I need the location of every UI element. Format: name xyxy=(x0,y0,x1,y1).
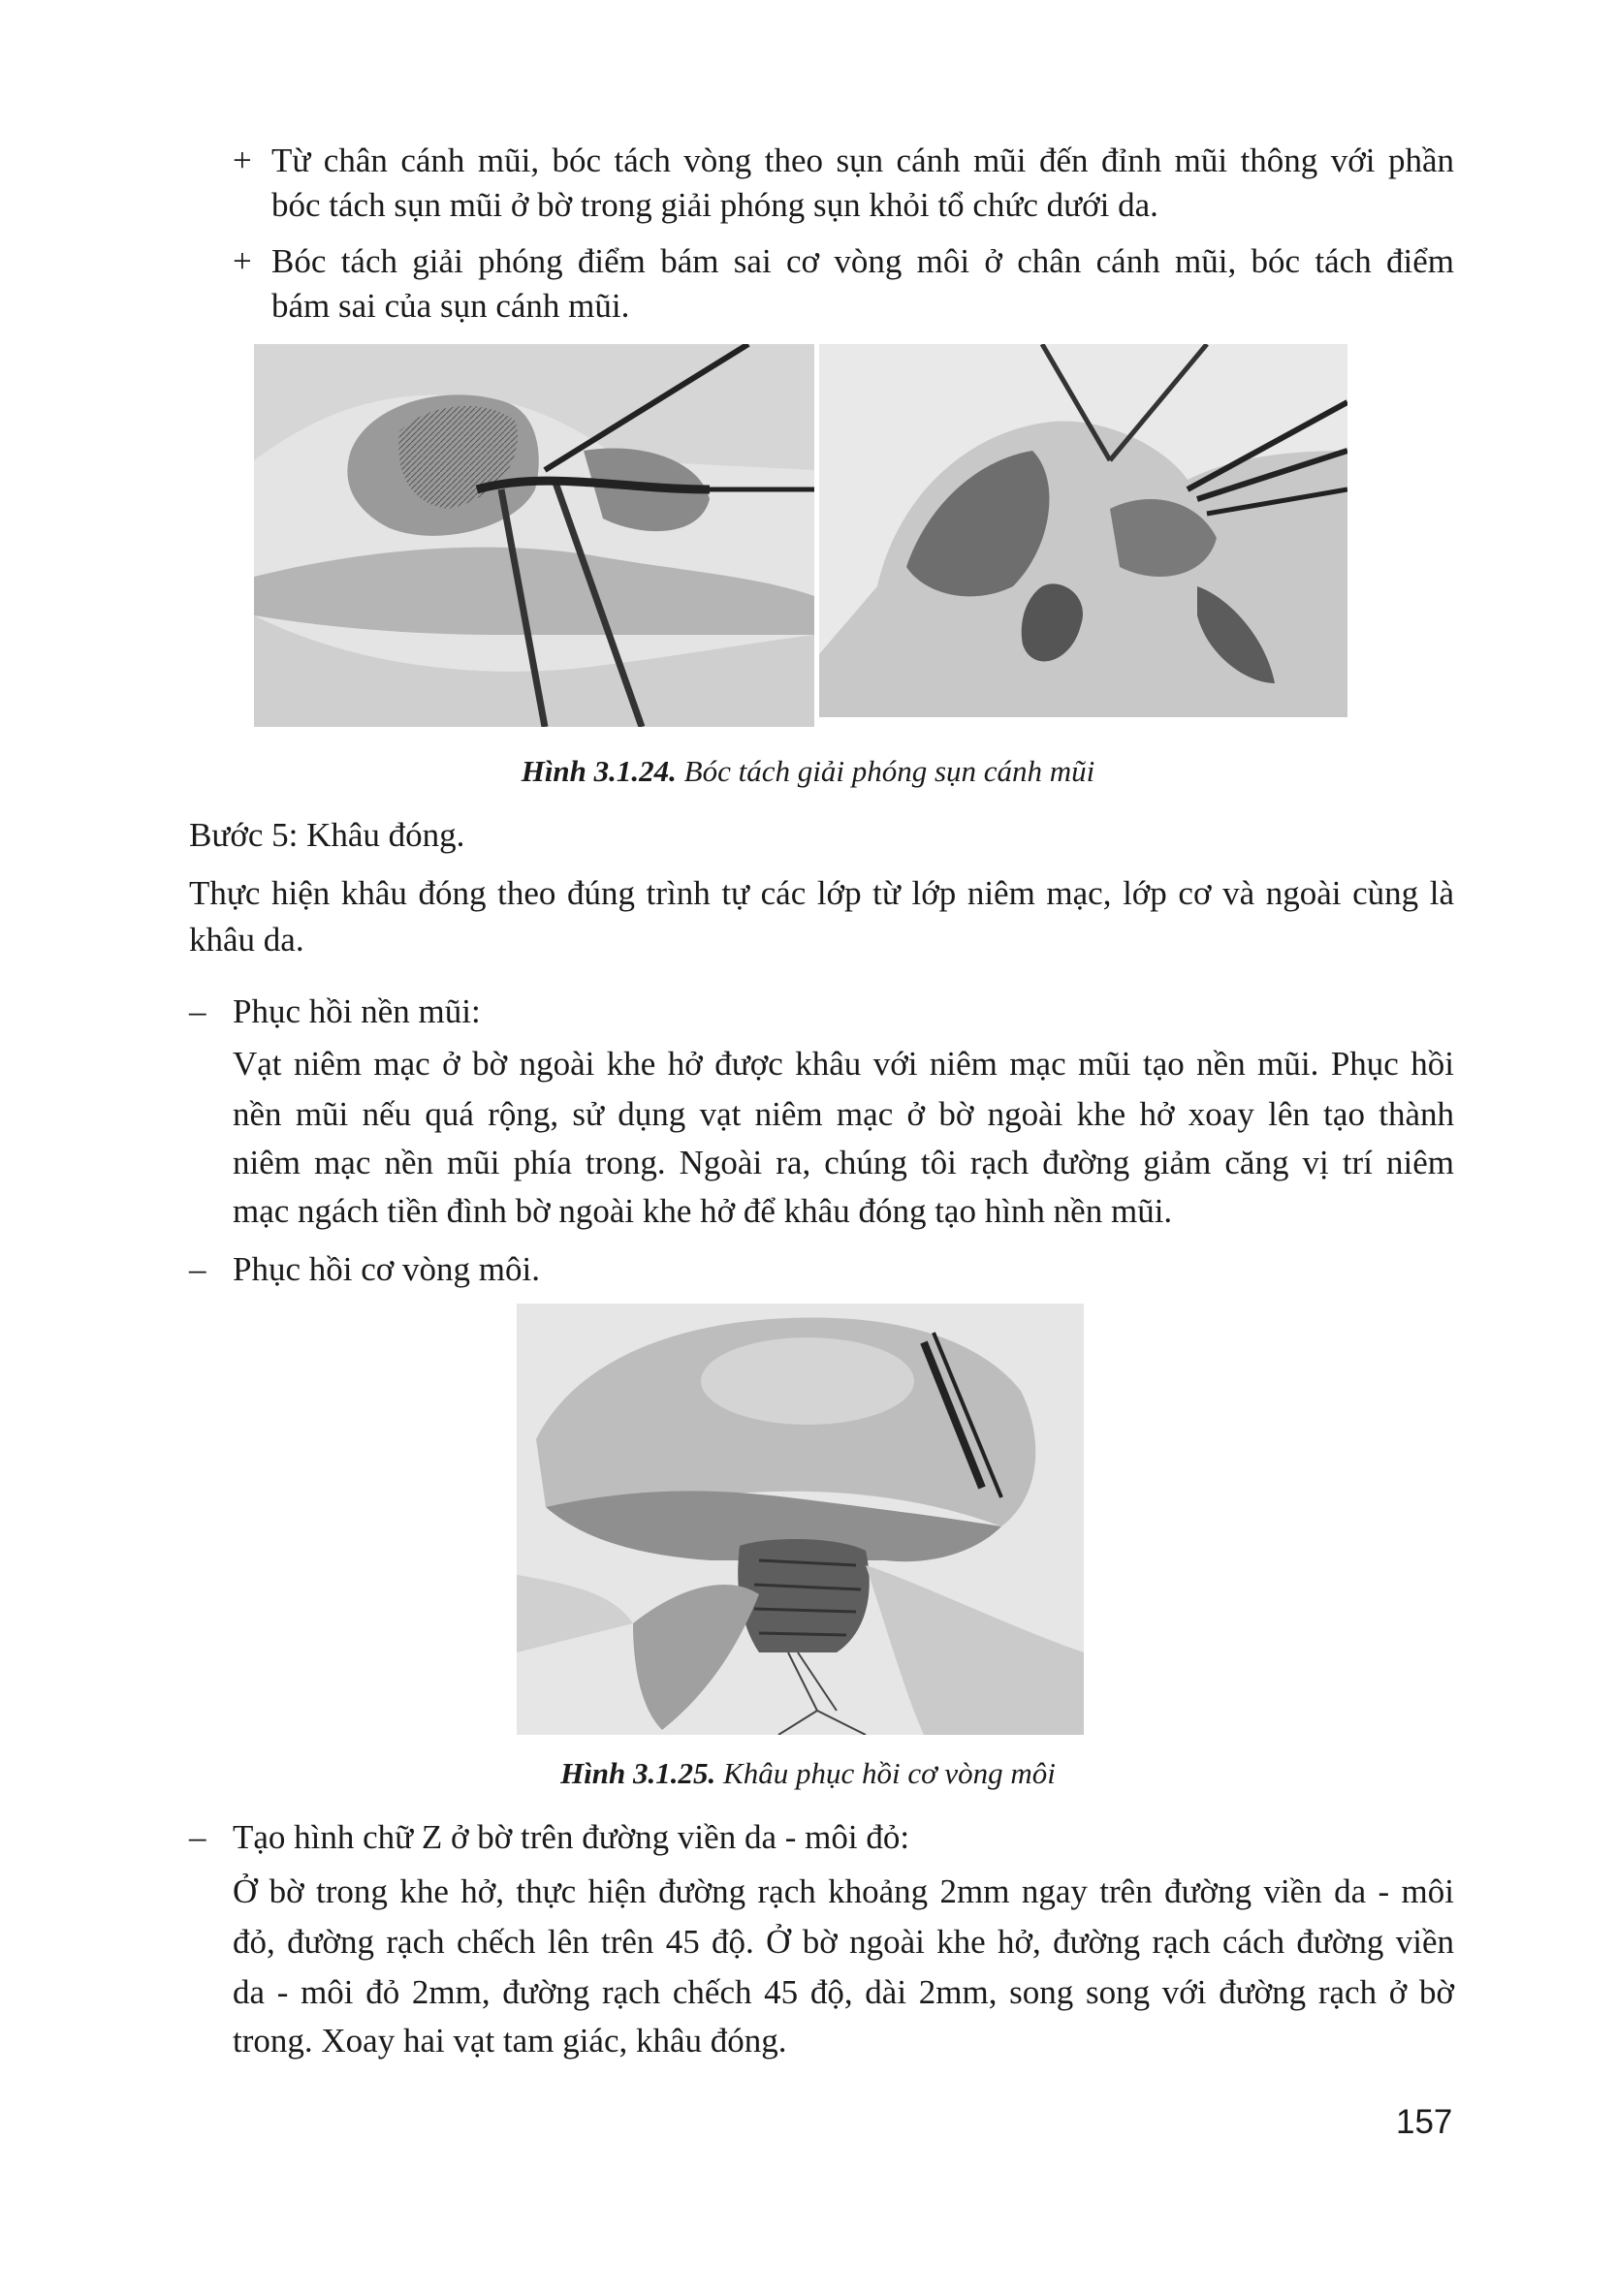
figure-caption-text: Bóc tách giải phóng sụn cánh mũi xyxy=(676,754,1095,788)
figure-caption-number: Hình 3.1.25. xyxy=(560,1756,716,1790)
dash-marker: – xyxy=(189,992,206,1030)
bullet-line: Từ chân cánh mũi, bóc tách vòng theo sụn cánh mũi đến đỉnh mũi thông với phần xyxy=(271,142,1454,179)
paragraph-line: Thực hiện khâu đóng theo đúng trình tự các lớp từ lớp niêm mạc, lớp cơ và ngoài cùng là xyxy=(189,874,1454,912)
paragraph-line: Ở bờ trong khe hở, thực hiện đường rạch khoảng 2mm ngay trên đường viền da - môi xyxy=(233,1872,1454,1910)
figure-caption-number: Hình 3.1.24. xyxy=(521,754,677,788)
figure-image-right xyxy=(819,344,1347,717)
paragraph-line: trong. Xoay hai vạt tam giác, khâu đóng. xyxy=(233,2022,787,2060)
bullet-line: bám sai của sụn cánh mũi. xyxy=(271,287,630,325)
figure-image-left xyxy=(254,344,814,727)
item-label: Phục hồi cơ vòng môi. xyxy=(233,1250,540,1288)
paragraph-line: đỏ, đường rạch chếch lên trên 45 độ. Ở bờ ngoài khe hở, đường rạch cách đường viền xyxy=(233,1923,1454,1961)
figure-image-center xyxy=(517,1304,1084,1735)
paragraph-line: mạc ngách tiền đình bờ ngoài khe hở để khâu đóng tạo hình nền mũi. xyxy=(233,1192,1173,1230)
figure-caption xyxy=(0,1756,1616,1791)
item-label: Tạo hình chữ Z ở bờ trên đường viền da - môi đỏ: xyxy=(233,1818,910,1856)
item-label: Phục hồi nền mũi: xyxy=(233,992,481,1030)
paragraph-line: niêm mạc nền mũi phía trong. Ngoài ra, chúng tôi rạch đường giảm căng vị trí niêm xyxy=(233,1144,1454,1181)
bullet-line: bóc tách sụn mũi ở bờ trong giải phóng sụn khỏi tổ chức dưới da. xyxy=(271,186,1158,224)
paragraph-line: da - môi đỏ 2mm, đường rạch chếch 45 độ, dài 2mm, song song với đường rạch ở bờ xyxy=(233,1973,1454,2011)
figure-caption xyxy=(0,754,1616,789)
page-number: 157 xyxy=(1396,2103,1453,2141)
paragraph-line: Vạt niêm mạc ở bờ ngoài khe hở được khâu với niêm mạc mũi tạo nền mũi. Phục hồi xyxy=(233,1045,1454,1083)
dash-marker: – xyxy=(189,1818,206,1856)
bullet-marker: + xyxy=(233,242,252,280)
bullet-marker: + xyxy=(233,142,252,179)
figure-caption-text: Khâu phục hồi cơ vòng môi xyxy=(715,1756,1056,1790)
paragraph-line: khâu da. xyxy=(189,921,304,959)
step-title: Bước 5: Khâu đóng. xyxy=(189,816,465,854)
dash-marker: – xyxy=(189,1250,206,1288)
bullet-line: Bóc tách giải phóng điểm bám sai cơ vòng môi ở chân cánh mũi, bóc tách điểm xyxy=(271,242,1454,280)
paragraph-line: nền mũi nếu quá rộng, sử dụng vạt niêm mạc ở bờ ngoài khe hở xoay lên tạo thành xyxy=(233,1095,1454,1133)
